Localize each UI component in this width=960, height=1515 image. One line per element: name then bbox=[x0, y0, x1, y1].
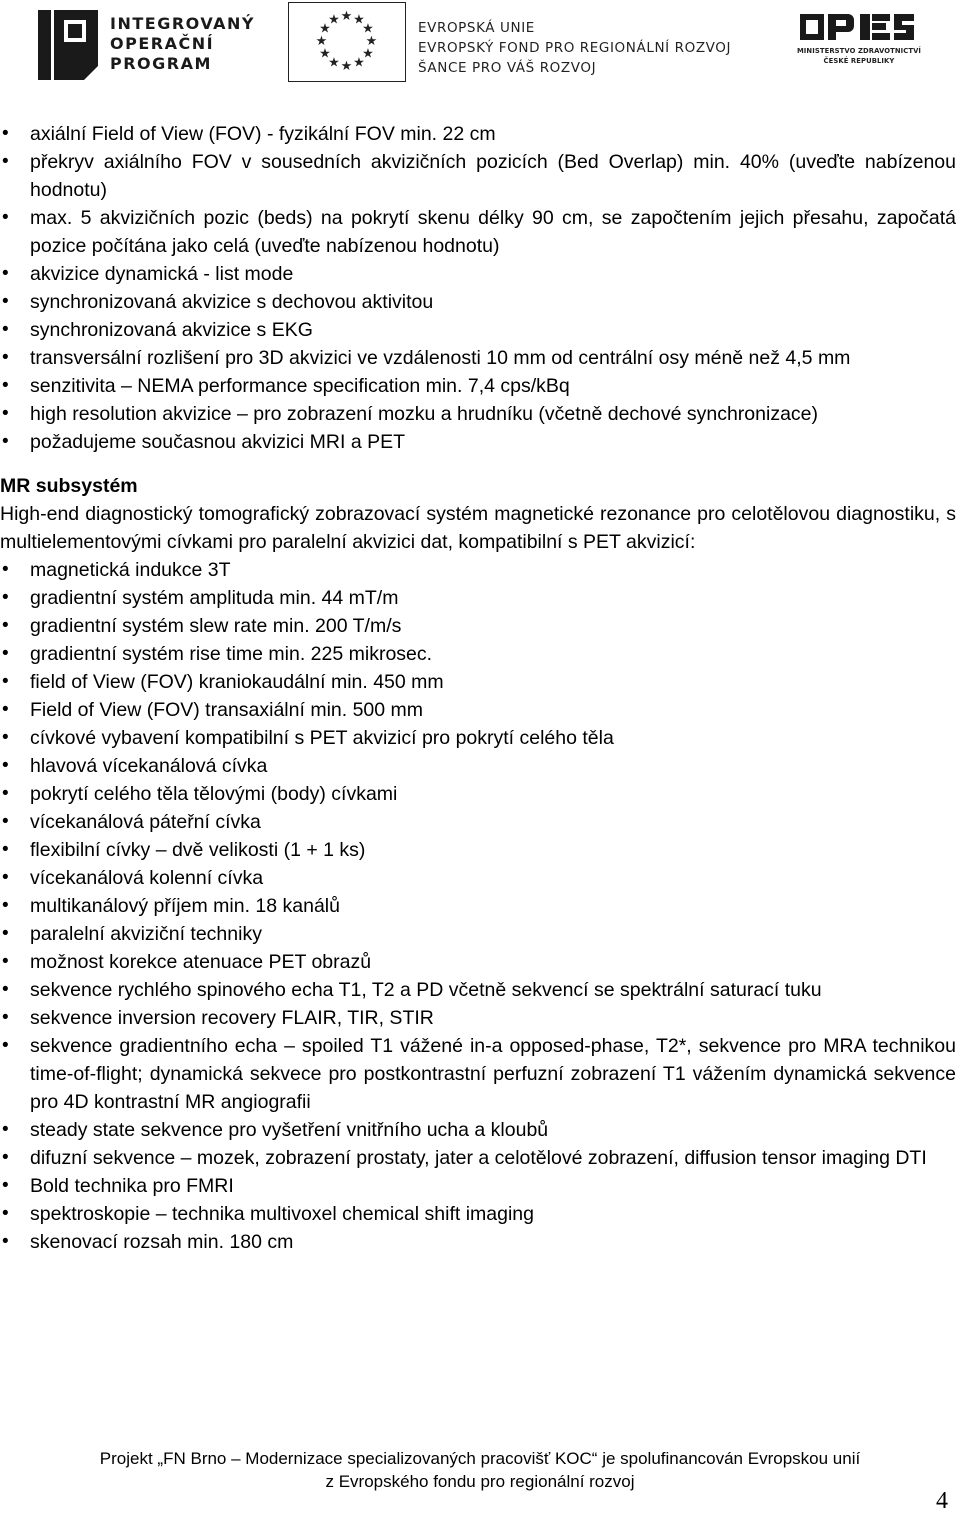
footer-line1: Projekt „FN Brno – Modernizace specializovaných pracovišť KOC“ je spolufinancován Evropskou unií bbox=[99, 1449, 861, 1468]
list-item: • gradientní systém rise time min. 225 mikrosec. bbox=[0, 640, 960, 668]
list-item: • vícekanálová páteřní cívka bbox=[0, 808, 960, 836]
mr-section-intro: High-end diagnostický tomografický zobrazovací systém magnetické rezonance pro celotělovou diagnostiku, s multielementovými cívkami pro paralelní akvizici dat, kompatibilní s PET akvizicí: bbox=[0, 503, 956, 553]
footer-line2: z Evropského fondu pro regionální rozvoj bbox=[325, 1472, 635, 1491]
list-item: • cívkové vybavení kompatibilní s PET akvizicí pro pokrytí celého těla bbox=[0, 724, 960, 752]
list-item: • možnost korekce atenuace PET obrazů bbox=[0, 948, 960, 976]
list-item: • max. 5 akvizičních pozic (beds) na pokrytí skenu délky 90 cm, se započtením jejich přesahu, započatá pozice počítána jako celá (uveďte nabízenou hodnotu) bbox=[0, 204, 960, 260]
list-item: • akvizice dynamická - list mode bbox=[0, 260, 960, 288]
svg-text:★: ★ bbox=[328, 12, 340, 28]
iop-logo-line2: OPERAČNÍ bbox=[110, 34, 215, 53]
list-item: • steady state sekvence pro vyšetření vnitřního ucha a kloubů bbox=[0, 1116, 960, 1144]
list-item: • axiální Field of View (FOV) - fyzikální FOV min. 22 cm bbox=[0, 120, 960, 148]
list-item: • field of View (FOV) kraniokaudální min. 450 mm bbox=[0, 668, 960, 696]
list-item: • Bold technika pro FMRI bbox=[0, 1172, 960, 1200]
iop-logo-line1: INTEGROVANÝ bbox=[110, 14, 255, 33]
iop-logo-line3: PROGRAM bbox=[110, 54, 212, 73]
mr-requirements-list bbox=[0, 556, 960, 1256]
eu-text-line1: EVROPSKÁ UNIE bbox=[418, 20, 535, 36]
list-item: • paralelní akviziční techniky bbox=[0, 920, 960, 948]
ministry-emblem-icon bbox=[798, 8, 920, 42]
pet-requirements-list bbox=[0, 120, 960, 456]
list-item: • hlavová vícekanálová cívka bbox=[0, 752, 960, 780]
list-item: • vícekanálová kolenní cívka bbox=[0, 864, 960, 892]
svg-text:★: ★ bbox=[319, 46, 331, 62]
list-item: • pokrytí celého těla tělovými (body) cívkami bbox=[0, 780, 960, 808]
document-body bbox=[0, 120, 960, 1256]
list-item: • překryv axiálního FOV v sousedních akvizičních pozicích (Bed Overlap) min. 40% (uveďte nabízenou hodnotu) bbox=[0, 148, 960, 204]
list-item: • spektroskopie – technika multivoxel chemical shift imaging bbox=[0, 1200, 960, 1228]
list-item: • sekvence gradientního echa – spoiled T1 vážené in-a opposed-phase, T2*, sekvence pro MRA technikou time-of-flight; dynamická sekvece pro postkontrastní perfuzní zobrazení T1 vážením dynamická sekvence pro 4D kontrastní MR angiografii bbox=[0, 1032, 960, 1116]
ministry-line2: ČESKÉ REPUBLIKY bbox=[823, 57, 895, 65]
eu-flag-icon bbox=[288, 2, 406, 82]
list-item: • high resolution akvizice – pro zobrazení mozku a hrudníku (včetně dechové synchronizace) bbox=[0, 400, 960, 428]
list-item: • flexibilní cívky – dvě velikosti (1 + 1 ks) bbox=[0, 836, 960, 864]
list-item: • skenovací rozsah min. 180 cm bbox=[0, 1228, 960, 1256]
page-footer bbox=[0, 1447, 960, 1493]
list-item: • gradientní systém slew rate min. 200 T/m/s bbox=[0, 612, 960, 640]
svg-text:★: ★ bbox=[362, 46, 374, 62]
eu-text-line3: ŠANCE PRO VÁŠ ROZVOJ bbox=[418, 60, 597, 76]
svg-text:★: ★ bbox=[315, 34, 328, 49]
list-item: • požadujeme současnou akvizici MRI a PET bbox=[0, 428, 960, 456]
list-item: • Field of View (FOV) transaxiální min. 500 mm bbox=[0, 696, 960, 724]
iop-emblem-icon bbox=[38, 6, 98, 80]
svg-text:★: ★ bbox=[340, 9, 353, 24]
list-item: • sekvence rychlého spinového echa T1, T2 a PD včetně sekvencí se spektrální saturací tuku bbox=[0, 976, 960, 1004]
svg-text:★: ★ bbox=[362, 21, 374, 37]
list-item: • difuzní sekvence – mozek, zobrazení prostaty, jater a celotělové zobrazení, diffusion tensor imaging DTI bbox=[0, 1144, 960, 1172]
svg-text:★: ★ bbox=[353, 55, 365, 71]
list-item: • senzitivita – NEMA performance specification min. 7,4 cps/kBq bbox=[0, 372, 960, 400]
list-item: • transversální rozlišení pro 3D akvizici ve vzdálenosti 10 mm od centrální osy méně než 4,5 mm bbox=[0, 344, 960, 372]
ministry-logo bbox=[794, 6, 924, 74]
svg-text:★: ★ bbox=[319, 21, 331, 37]
mr-section-title: MR subsystém bbox=[0, 475, 138, 497]
svg-text:★: ★ bbox=[353, 12, 365, 28]
list-item: • gradientní systém amplituda min. 44 mT/m bbox=[0, 584, 960, 612]
eu-fund-text bbox=[418, 18, 731, 78]
svg-text:★: ★ bbox=[365, 34, 378, 49]
iop-logo bbox=[38, 4, 258, 82]
list-item: • sekvence inversion recovery FLAIR, TIR, STIR bbox=[0, 1004, 960, 1032]
list-item: • synchronizovaná akvizice s dechovou aktivitou bbox=[0, 288, 960, 316]
page-number: 4 bbox=[936, 1488, 948, 1514]
eu-text-line2: EVROPSKÝ FOND PRO REGIONÁLNÍ ROZVOJ bbox=[418, 40, 732, 56]
ministry-line1: MINISTERSTVO ZDRAVOTNICTVÍ bbox=[796, 47, 922, 55]
list-item: • multikanálový příjem min. 18 kanálů bbox=[0, 892, 960, 920]
list-item: • magnetická indukce 3T bbox=[0, 556, 960, 584]
svg-text:★: ★ bbox=[328, 55, 340, 71]
page-header bbox=[0, 0, 960, 90]
svg-text:★: ★ bbox=[340, 59, 353, 74]
list-item: • synchronizovaná akvizice s EKG bbox=[0, 316, 960, 344]
